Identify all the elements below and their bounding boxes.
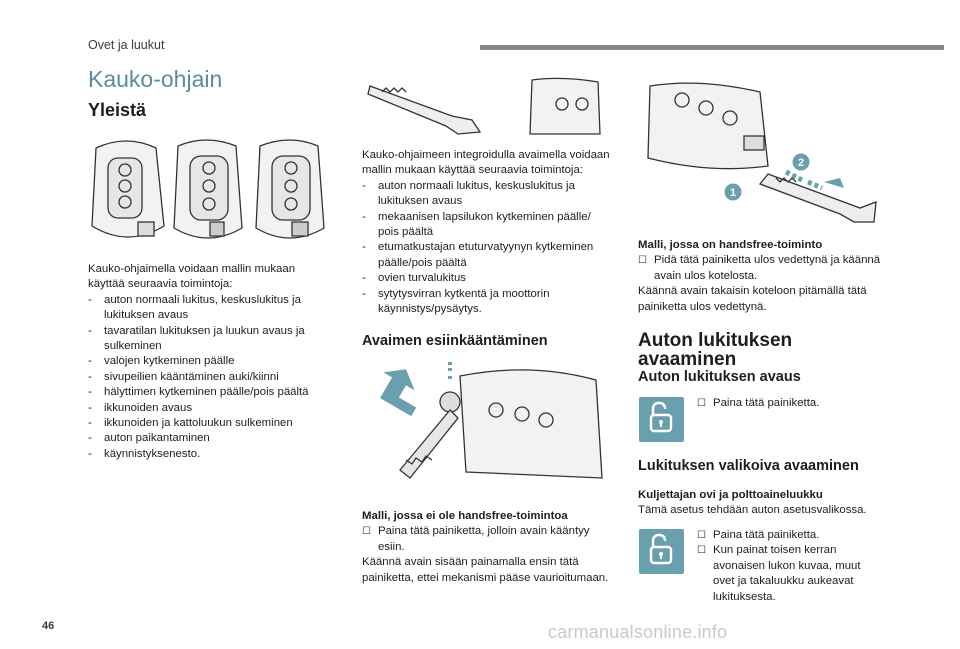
- general-section: [88, 262, 328, 462]
- heading-unfold: Avaimen esiinkääntäminen: [362, 333, 548, 349]
- subheading-selective: Kuljettajan ovi ja polttoaineluukku: [638, 489, 823, 501]
- heading-unlock: Auton lukituksen avaaminen: [638, 330, 793, 370]
- handsfree-bullets: [638, 253, 888, 284]
- handsfree-note: Käännä avain takaisin koteloon pitämällä tätä painiketta ulos vedettynä.: [638, 285, 867, 313]
- callout-2: 2: [797, 157, 805, 169]
- key-fobs-illustration: [86, 136, 332, 250]
- subheading-handsfree: Malli, jossa on handsfree-toiminto: [638, 239, 823, 251]
- callout-1: 1: [729, 187, 737, 199]
- list-item: ☐ Kun painat toisen kerran avonaisen lukon kuvaa, muut ovet ja takaluukku aukeavat lukituksesta.: [697, 543, 877, 605]
- list-item: ☐ Paina tätä painiketta.: [697, 396, 897, 411]
- list-item: ☐ Paina tätä painiketta, jolloin avain kääntyy esiin.: [362, 524, 612, 555]
- general-intro: Kauko-ohjaimella voidaan mallin mukaan käyttää seuraavia toimintoja:: [88, 263, 296, 291]
- key-unfold-illustration: [370, 360, 612, 488]
- integrated-key-section: [362, 148, 612, 317]
- list-item: - auton paikantaminen: [88, 431, 328, 446]
- selective-unlock-icon: [639, 529, 684, 574]
- list-item: - auton normaali lukitus, keskuslukitus ja lukituksen avaus: [362, 179, 612, 210]
- list-item: - tavaratilan lukituksen ja luukun avaus ja sulkeminen: [88, 324, 328, 355]
- list-item: - ikkunoiden avaus: [88, 401, 328, 416]
- integrated-list: [362, 179, 612, 318]
- selective-note: Tämä asetus tehdään auton asetusvalikossa.: [638, 504, 867, 517]
- handsfree-section: [638, 238, 888, 315]
- list-item: ☐ Paina tätä painiketta.: [697, 528, 877, 543]
- subheading-no-handsfree: Malli, jossa ei ole handsfree-toimintoa: [362, 510, 568, 522]
- list-item: - sytytysvirran kytkentä ja moottorin käynnistys/pysäytys.: [362, 287, 612, 318]
- general-list: [88, 293, 328, 462]
- list-item: - hälyttimen kytkeminen päälle/pois päältä: [88, 385, 328, 400]
- list-item: - etumatkustajan etuturvatyynyn kytkeminen päälle/pois päältä: [362, 240, 612, 271]
- unfold-note: Käännä avain sisään painamalla ensin tätä painiketta, ettei mekanismi pääse vaurioitumaan.: [362, 556, 609, 584]
- header-bar: [480, 45, 944, 50]
- list-item: - auton normaali lukitus, keskuslukitus ja lukituksen avaus: [88, 293, 328, 324]
- unfold-bullets: [362, 524, 612, 555]
- unlock-icon: [639, 397, 684, 442]
- list-item: - käynnistyksenesto.: [88, 447, 328, 462]
- list-item: - mekaanisen lapsilukon kytkeminen päälle/ pois päältä: [362, 210, 612, 241]
- page-number: 46: [42, 620, 55, 632]
- handsfree-key-illustration: [640, 78, 880, 230]
- list-item: - valojen kytkeminen päälle: [88, 354, 328, 369]
- section-label: Ovet ja luukut: [88, 38, 165, 52]
- selective-bullets: [697, 528, 877, 605]
- selective-section: [638, 488, 888, 519]
- page-title: Kauko-ohjain: [88, 66, 223, 92]
- unfold-no-handsfree: [362, 509, 612, 586]
- list-item: ☐ Pidä tätä painiketta ulos vedettynä ja käännä avain ulos kotelosta.: [638, 253, 888, 284]
- heading-selective: Lukituksen valikoiva avaaminen: [638, 458, 859, 474]
- subheading-unlock: Auton lukituksen avaus: [638, 369, 801, 385]
- list-item: - ikkunoiden ja kattoluukun sulkeminen: [88, 416, 328, 431]
- unlock-bullets: [697, 396, 897, 411]
- list-item: - sivupeilien kääntäminen auki/kiinni: [88, 370, 328, 385]
- heading-yleista: Yleistä: [88, 100, 147, 120]
- watermark: carmanualsonline.info: [548, 622, 728, 642]
- integrated-intro: Kauko-ohjaimeen integroidulla avaimella voidaan mallin mukaan käyttää seuraavia toimintoja:: [362, 149, 610, 177]
- list-item: - ovien turvalukitus: [362, 271, 612, 286]
- key-blade-illustration: [362, 76, 604, 138]
